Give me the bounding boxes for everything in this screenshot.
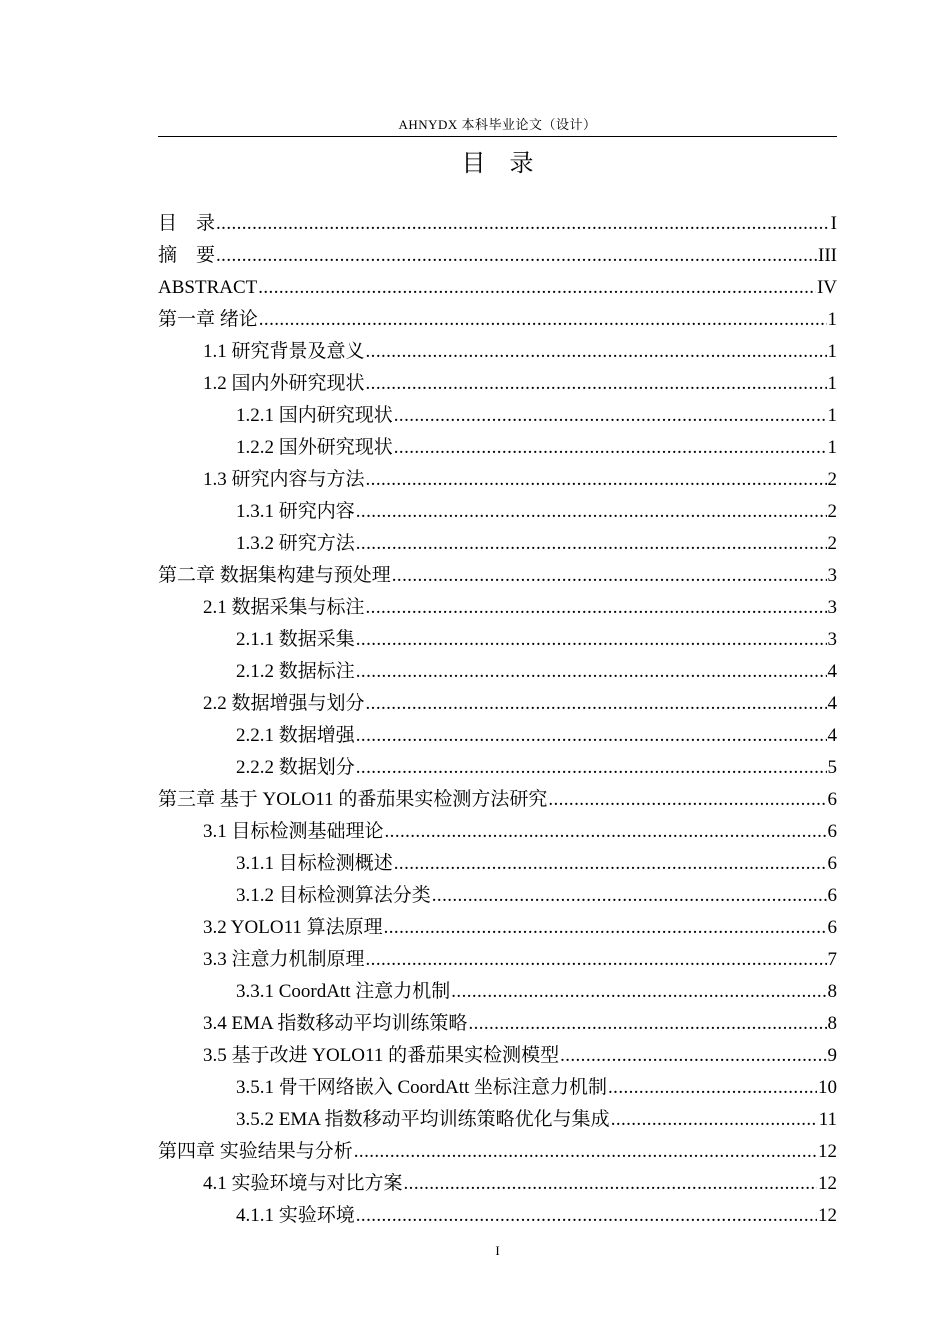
toc-entry-label: 3.5.1 骨干网络嵌入 CoordAtt 坐标注意力机制 [236, 1077, 608, 1098]
toc-entry[interactable] [158, 1072, 837, 1104]
toc-entry-label: 1.2.1 国内研究现状 [236, 405, 393, 426]
toc-entry-page: 6 [827, 821, 837, 842]
toc-entry-page: 7 [827, 949, 837, 970]
toc-dot-leader [216, 240, 817, 272]
toc-dot-leader [392, 560, 827, 592]
toc-dot-leader [611, 1104, 818, 1136]
toc-entry-page: 6 [827, 885, 837, 906]
toc-dot-leader [560, 1040, 826, 1072]
toc-entry[interactable] [158, 1040, 837, 1072]
toc-entry-page: 6 [827, 853, 837, 874]
table-of-contents [158, 208, 837, 1232]
toc-entry[interactable] [158, 656, 837, 688]
toc-entry-page: III [818, 245, 837, 266]
toc-entry-label: 第四章 实验结果与分析 [158, 1141, 353, 1162]
toc-entry[interactable] [158, 944, 837, 976]
toc-entry-label: 2.2 数据增强与划分 [203, 693, 365, 714]
toc-entry-label: 摘 要 [158, 245, 216, 266]
toc-entry-page: 9 [827, 1045, 837, 1066]
toc-entry-page: 11 [818, 1109, 837, 1130]
toc-entry-page: 4 [827, 725, 837, 746]
toc-dot-leader [468, 1008, 826, 1040]
toc-entry-page: 3 [827, 597, 837, 618]
toc-entry-label: 目 录 [158, 213, 216, 234]
toc-dot-leader [366, 368, 827, 400]
toc-dot-leader [394, 432, 827, 464]
toc-dot-leader [451, 976, 826, 1008]
toc-entry-label: 3.3 注意力机制原理 [203, 949, 365, 970]
toc-entry-label: 1.1 研究背景及意义 [203, 341, 365, 362]
toc-entry[interactable] [158, 496, 837, 528]
toc-entry-label: 1.3.2 研究方法 [236, 533, 355, 554]
toc-entry[interactable] [158, 368, 837, 400]
toc-entry[interactable] [158, 688, 837, 720]
toc-entry-page: 3 [827, 629, 837, 650]
toc-entry-page: 2 [827, 469, 837, 490]
toc-dot-leader [356, 656, 827, 688]
toc-entry[interactable] [158, 912, 837, 944]
toc-entry-label: 3.1.1 目标检测概述 [236, 853, 393, 874]
toc-entry-label: 1.3 研究内容与方法 [203, 469, 365, 490]
toc-entry[interactable] [158, 1104, 837, 1136]
toc-entry[interactable] [158, 336, 837, 368]
toc-dot-leader [432, 880, 827, 912]
toc-dot-leader [356, 752, 827, 784]
toc-dot-leader [548, 784, 826, 816]
toc-entry-page: IV [816, 277, 837, 298]
toc-entry-label: 4.1 实验环境与对比方案 [203, 1173, 403, 1194]
toc-entry[interactable] [158, 272, 837, 304]
toc-entry-page: 12 [818, 1173, 837, 1194]
toc-entry-page: 1 [827, 405, 837, 426]
toc-entry-page: 2 [827, 501, 837, 522]
page-title: 目 录 [461, 149, 534, 177]
toc-entry-label: 第二章 数据集构建与预处理 [158, 565, 391, 586]
toc-dot-leader [385, 816, 827, 848]
toc-dot-leader [356, 528, 827, 560]
toc-entry[interactable] [158, 976, 837, 1008]
toc-entry-label: 第一章 绪论 [158, 309, 258, 330]
toc-entry-page: I [830, 213, 837, 234]
toc-entry[interactable] [158, 752, 837, 784]
toc-entry[interactable] [158, 592, 837, 624]
toc-dot-leader [259, 304, 827, 336]
toc-entry-page: 6 [827, 789, 837, 810]
toc-entry-label: 3.3.1 CoordAtt 注意力机制 [236, 981, 451, 1002]
toc-entry-label: 4.1.1 实验环境 [236, 1205, 355, 1226]
toc-entry-page: 5 [827, 757, 837, 778]
toc-dot-leader [356, 496, 827, 528]
toc-dot-leader [356, 624, 827, 656]
toc-entry-label: ABSTRACT [158, 277, 258, 298]
toc-dot-leader [366, 592, 827, 624]
toc-entry-label: 2.2.2 数据划分 [236, 757, 355, 778]
toc-entry[interactable] [158, 1136, 837, 1168]
toc-dot-leader [404, 1168, 817, 1200]
toc-entry-page: 3 [827, 565, 837, 586]
toc-entry-label: 1.2.2 国外研究现状 [236, 437, 393, 458]
toc-entry-page: 1 [827, 437, 837, 458]
toc-entry[interactable] [158, 848, 837, 880]
toc-entry[interactable] [158, 432, 837, 464]
toc-entry-page: 4 [827, 693, 837, 714]
toc-dot-leader [608, 1072, 817, 1104]
toc-entry-label: 3.1 目标检测基础理论 [203, 821, 384, 842]
toc-entry[interactable] [158, 304, 837, 336]
toc-entry-page: 1 [827, 341, 837, 362]
toc-entry-label: 3.1.2 目标检测算法分类 [236, 885, 431, 906]
toc-entry[interactable] [158, 880, 837, 912]
toc-dot-leader [356, 1200, 817, 1232]
running-header: AHNYDX 本科毕业论文（设计） [398, 117, 597, 132]
toc-entry-label: 第三章 基于 YOLO11 的番茄果实检测方法研究 [158, 789, 548, 810]
toc-entry-label: 3.5 基于改进 YOLO11 的番茄果实检测模型 [203, 1045, 560, 1066]
toc-entry-page: 8 [827, 981, 837, 1002]
toc-entry-page: 1 [827, 309, 837, 330]
toc-entry-label: 3.5.2 EMA 指数移动平均训练策略优化与集成 [236, 1109, 610, 1130]
toc-dot-leader [384, 912, 827, 944]
toc-entry-page: 1 [827, 373, 837, 394]
toc-entry-label: 2.2.1 数据增强 [236, 725, 355, 746]
page-number: I [495, 1243, 500, 1258]
toc-entry-label: 2.1.1 数据采集 [236, 629, 355, 650]
toc-entry-page: 4 [827, 661, 837, 682]
toc-entry-page: 2 [827, 533, 837, 554]
toc-entry[interactable] [158, 464, 837, 496]
toc-entry-label: 1.2 国内外研究现状 [203, 373, 365, 394]
toc-entry-label: 2.1.2 数据标注 [236, 661, 355, 682]
toc-dot-leader [258, 272, 816, 304]
toc-entry[interactable] [158, 400, 837, 432]
toc-entry-label: 2.1 数据采集与标注 [203, 597, 365, 618]
toc-entry[interactable] [158, 240, 837, 272]
toc-dot-leader [394, 848, 827, 880]
toc-dot-leader [356, 720, 827, 752]
toc-dot-leader [354, 1136, 817, 1168]
toc-entry-label: 3.4 EMA 指数移动平均训练策略 [203, 1013, 468, 1034]
toc-dot-leader [366, 944, 827, 976]
toc-entry-label: 1.3.1 研究内容 [236, 501, 355, 522]
toc-dot-leader [216, 208, 830, 240]
toc-entry[interactable] [158, 1008, 837, 1040]
toc-entry-page: 6 [827, 917, 837, 938]
toc-entry[interactable] [158, 528, 837, 560]
toc-entry[interactable] [158, 624, 837, 656]
toc-entry-page: 12 [818, 1205, 837, 1226]
toc-entry[interactable] [158, 560, 837, 592]
toc-dot-leader [394, 400, 827, 432]
toc-entry[interactable] [158, 784, 837, 816]
toc-entry[interactable] [158, 816, 837, 848]
toc-entry[interactable] [158, 1168, 837, 1200]
toc-dot-leader [366, 336, 827, 368]
toc-entry[interactable] [158, 1200, 837, 1232]
toc-entry-label: 3.2 YOLO11 算法原理 [203, 917, 383, 938]
header-rule [158, 136, 837, 137]
toc-dot-leader [366, 464, 827, 496]
toc-entry-page: 12 [818, 1141, 837, 1162]
toc-entry[interactable] [158, 720, 837, 752]
toc-dot-leader [366, 688, 827, 720]
toc-entry[interactable] [158, 208, 837, 240]
toc-entry-page: 10 [818, 1077, 837, 1098]
toc-entry-page: 8 [827, 1013, 837, 1034]
